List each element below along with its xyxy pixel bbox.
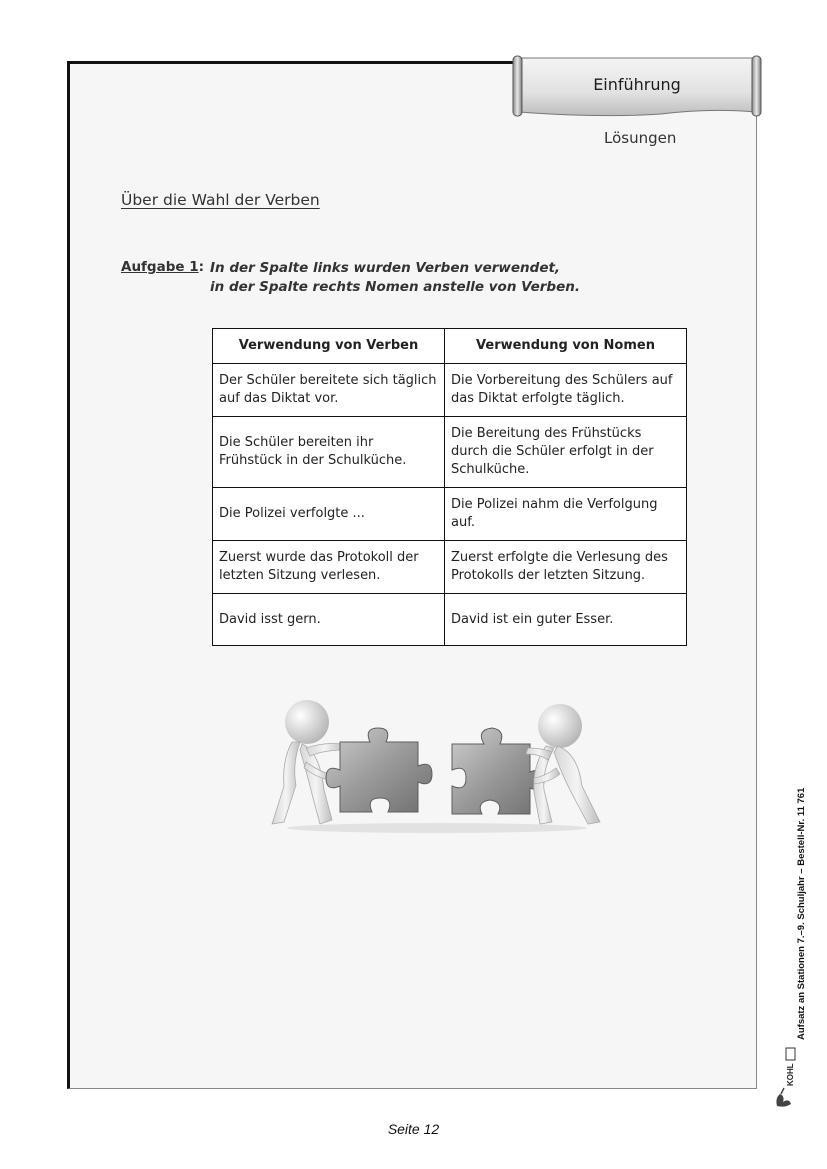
task-label xyxy=(121,259,204,275)
header-nouns: Verwendung von Nomen xyxy=(445,329,687,364)
task-label-colon: : xyxy=(198,259,205,275)
banner-title: Einführung xyxy=(593,75,681,94)
task-instructions xyxy=(210,259,580,297)
puzzle-figures-icon xyxy=(262,690,612,835)
task-label-text: Aufgabe 1 xyxy=(121,259,199,275)
solutions-label: Lösungen xyxy=(604,129,677,147)
side-order-note: Aufsatz an Stationen 7.–9. Schuljahr – Bestell-Nr. 11 761 xyxy=(796,787,807,1040)
svg-text:KOHL: KOHL xyxy=(786,1063,795,1086)
task-line-2: in der Spalte rechts Nomen anstelle von Verben. xyxy=(210,279,580,295)
cell-noun: Zuerst erfolgte die Verlesung des Protokolls der letzten Sitzung. xyxy=(445,541,687,594)
page-number: Seite 12 xyxy=(387,1121,440,1137)
header-verbs: Verwendung von Verben xyxy=(213,329,445,364)
table-row xyxy=(213,594,687,646)
cell-noun: Die Vorbereitung des Schülers auf das Diktat erfolgte täglich. xyxy=(445,364,687,417)
table-header-row xyxy=(213,329,687,364)
comparison-table xyxy=(212,328,687,646)
cell-verb: Zuerst wurde das Protokoll der letzten Sitzung verlesen. xyxy=(213,541,445,594)
cell-verb: David isst gern. xyxy=(213,594,445,646)
table-row xyxy=(213,488,687,541)
section-title: Über die Wahl der Verben xyxy=(121,191,320,209)
task-line-1: In der Spalte links wurden Verben verwendet, xyxy=(210,260,561,276)
table-row xyxy=(213,541,687,594)
cell-verb: Die Schüler bereiten ihr Frühstück in der Schulküche. xyxy=(213,417,445,488)
cell-verb: Der Schüler bereitete sich täglich auf das Diktat vor. xyxy=(213,364,445,417)
cell-verb: Die Polizei verfolgte ... xyxy=(213,488,445,541)
kohl-verlag-logo-icon xyxy=(771,1046,799,1108)
table-row xyxy=(213,364,687,417)
cell-noun: Die Polizei nahm die Verfolgung auf. xyxy=(445,488,687,541)
table-row xyxy=(213,417,687,488)
cell-noun: David ist ein guter Esser. xyxy=(445,594,687,646)
puzzle-illustration xyxy=(262,690,612,835)
banner-scroll xyxy=(511,54,763,118)
cell-noun: Die Bereitung des Frühstücks durch die Schüler erfolgt in der Schulküche. xyxy=(445,417,687,488)
